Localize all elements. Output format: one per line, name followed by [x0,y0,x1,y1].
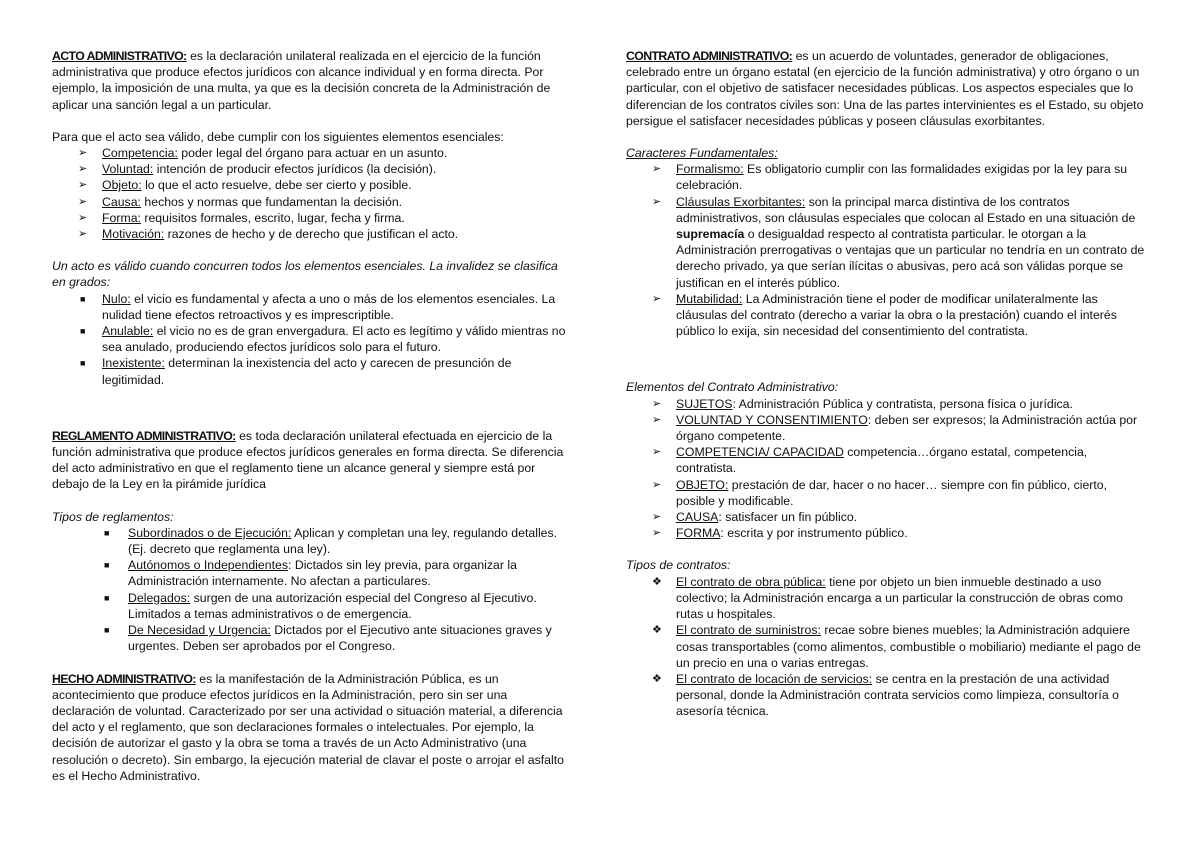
hecho-heading: HECHO ADMINISTRATIVO: [52,671,196,686]
acto-definition: es la declaración unilateral realizada en el ejercicio de la función administrativa que produce efectos jurídicos con alcance individual y en forma directa. Por ejemplo, la imposición de una multa, ya que es la decisión concreta de la Administración de aplicar una sanción legal a un particular. [52,49,551,112]
list-item [626,161,1148,193]
arrow-bullet-icon: ➢ [652,292,662,305]
left-column [52,48,572,784]
caracteres-intro: Caracteres Fundamentales: [626,146,778,161]
arrow-bullet-icon: ➢ [78,195,88,208]
diamond-bullet-icon: ❖ [652,672,662,685]
list-item-term: Formalismo: [676,162,744,177]
hecho-paragraph [52,671,572,784]
invalidity-grades-list [52,291,572,388]
list-item [52,145,572,161]
arrow-bullet-icon: ➢ [78,228,88,241]
list-item-text: : Administración Pública y contratista, persona física o jurídica. [732,396,1073,411]
list-item [626,291,1148,340]
list-item-term: Objeto: [102,178,142,193]
list-item-term: SUJETOS [676,396,733,411]
list-item-text: Aplican y completan una ley, regulando detalles. (Ej. decreto que reglamenta una ley). [128,525,558,557]
list-item [626,509,1148,525]
list-item [52,291,572,323]
list-item-text: hechos y normas que fundamentan la decisión. [140,194,403,209]
arrow-bullet-icon: ➢ [652,397,662,410]
right-column [626,48,1148,720]
list-item-text: el vicio no es de gran envergadura. El acto es legítimo y válido mientras no sea anulado, produciendo efectos jurídicos solo para el futuro. [102,324,566,355]
list-item-text: Es obligatorio cumplir con las formalidades exigidas por la ley para su celebración. [676,162,1128,193]
list-item-text: Dictados por el Ejecutivo ante situaciones graves y urgentes. Deben ser aprobados por el Congreso. [128,623,552,654]
list-item-text: : escrita y por instrumento público. [720,526,908,541]
reglamento-definition: es toda declaración unilateral efectuada en ejercicio de la función administrativa que produce efectos jurídicos generales en forma directa. Se diferencia del acto administrativo en que el reglamento tiene un alcance general y siempre está por debajo de la Ley en la pirámide jurídica [52,428,564,492]
arrow-bullet-icon: ➢ [78,211,88,224]
list-item-text: La Administración tiene el poder de modificar unilateralmente las cláusulas del contrato (derecho a variar la obra o la prestación) cuando el interés público lo exija, sin necesidad del consentimiento del contratista. [676,291,1117,339]
list-item [52,226,572,242]
list-item-text: competencia…órgano estatal, competencia, contratista. [676,445,1088,476]
square-bullet-icon: ■ [104,527,110,538]
square-bullet-icon: ■ [80,358,86,369]
list-item-term: Motivación: [102,227,165,242]
list-item-term: Nulo: [102,291,131,306]
reglamento-heading: REGLAMENTO ADMINISTRATIVO: [52,428,236,443]
list-item [626,574,1148,623]
list-item-term: Inexistente: [102,356,165,371]
reglamento-types-list [52,525,572,655]
square-bullet-icon: ■ [80,293,86,304]
elementos-intro: Elementos del Contrato Administrativo: [626,380,839,395]
list-item-text: son la principal marca distintiva de los contratos administrativos, son cláusulas especiales que colocan al Estado en una situación de [676,194,1136,225]
list-item [52,355,572,387]
list-item-text: razones de hecho y de derecho que justifican el acto. [164,227,459,242]
reglamento-paragraph [52,428,572,493]
list-item [626,525,1148,541]
list-item [52,194,572,210]
reglamento-types-intro: Tipos de reglamentos: [52,509,174,524]
arrow-bullet-icon: ➢ [78,147,88,160]
arrow-bullet-icon: ➢ [652,163,662,176]
arrow-bullet-icon: ➢ [78,179,88,192]
arrow-bullet-icon: ➢ [652,446,662,459]
list-item [626,622,1148,671]
square-bullet-icon: ■ [104,560,110,571]
list-item-text-continued: o desigualdad respecto al contratista particular. le otorgan a la Administración prerrogativas o ventajas que un particular no tendría en un contrato de derecho privado, ya que serían ilícitas o abusivas, pero acá son válidas porque se justifican en el interés público. [676,227,1145,290]
list-item-text: se centra en la prestación de una actividad personal, donde la Administración contrata servicios como limpieza, consultoría o asesoría técnica. [676,671,1119,719]
list-item-text: : satisfacer un fin público. [718,510,858,525]
list-item-text: recae sobre bienes muebles; la Administración adquiere cosas transportables (como alimentos, combustible o mobiliario) mediante el pago de un precio en una o varias entregas. [676,623,1141,670]
elementos-list [626,396,1148,542]
list-item-text: surgen de una autorización especial del Congreso al Ejecutivo. Limitados a temas administrativos o de emergencia. [128,590,537,621]
list-item-term: Voluntad: [102,162,154,177]
list-item-text: poder legal del órgano para actuar en un asunto. [177,146,448,161]
list-item-text: prestación de dar, hacer o no hacer… siempre con fin público, cierto, posible y modificable. [676,477,1108,508]
list-item [626,412,1148,444]
list-item [626,444,1148,476]
list-item-text: lo que el acto resuelve, debe ser cierto y posible. [141,178,412,193]
arrow-bullet-icon: ➢ [652,478,662,491]
list-item-text: : deben ser expresos; la Administración actúa por órgano competente. [676,412,1138,444]
hecho-definition: es la manifestación de la Administración Pública, es un acontecimiento que produce efectos jurídicos en la Administración, pero sin ser una declaración de voluntad. Caracterizado por ser una actividad o situación material, a diferencia del acto y el reglamento, que son declaraciones formales o intelectuales. Por ejemplo, la decisión de autorizar el gasto y la obra se toma a través de un Acto Administrativo (una resolución o decreto). Sin embargo, la ejecución material de clavar el poste o arrojar el asfalto es el Hecho Administrativo. [52,671,564,783]
tipos-intro: Tipos de contratos: [626,558,731,573]
list-item-text: determinan la inexistencia del acto y carecen de presunción de legitimidad. [102,356,512,387]
list-item-term: COMPETENCIA/ CAPACIDAD [676,445,844,460]
list-item-text: intención de producir efectos jurídicos (la decisión). [153,162,437,177]
list-item-term: Autónomos o Independientes [128,558,288,573]
list-item-term: VOLUNTAD Y CONSENTIMIENTO [676,412,868,427]
square-bullet-icon: ■ [104,625,110,636]
list-item-term: Forma: [102,210,141,225]
arrow-bullet-icon: ➢ [652,527,662,540]
tipos-list [626,574,1148,720]
diamond-bullet-icon: ❖ [652,624,662,637]
diamond-bullet-icon: ❖ [652,575,662,588]
list-item-term: FORMA [676,526,721,541]
list-item [52,622,572,654]
contrato-definition: es un acuerdo de voluntades, generador de obligaciones, celebrado entre un órgano estatal (en ejercicio de la función administrativa) y otro órgano o un particular, con el objetivo de satisfacer necesidades públicas. Los aspectos especiales que lo diferencian de los contratos civiles son: Una de las partes intervinientes es el Estado, su objeto persigue el satisfacer necesidades públicas y poseen cláusulas exorbitantes. [626,49,1144,128]
arrow-bullet-icon: ➢ [78,163,88,176]
list-item [626,396,1148,412]
square-bullet-icon: ■ [80,326,86,337]
list-item-term: De Necesidad y Urgencia: [128,623,271,638]
list-item-text: el vicio es fundamental y afecta a uno o más de los elementos esenciales. La nulidad tiene efectos retroactivos y es imprescriptible. [102,291,556,322]
list-item-term: Causa: [102,194,141,209]
arrow-bullet-icon: ➢ [652,511,662,524]
list-item [626,194,1148,291]
contrato-heading: CONTRATO ADMINISTRATIVO: [626,49,793,63]
arrow-bullet-icon: ➢ [652,195,662,208]
list-item-emphasis: supremacía [676,227,745,242]
list-item-term: Competencia: [102,146,178,161]
acto-paragraph [52,48,572,113]
list-item-text: tiene por objeto un bien inmueble destinado a uso colectivo; la Administración encarga a un particular la construcción de obras como rutas u hospitales. [676,574,1124,622]
list-item-text: requisitos formales, escrito, lugar, fecha y firma. [140,210,405,225]
list-item-term: Delegados: [128,590,191,605]
list-item [52,161,572,177]
list-item-term: Subordinados o de Ejecución: [128,525,292,540]
list-item [52,590,572,622]
square-bullet-icon: ■ [104,592,110,603]
validity-intro: Un acto es válido cuando concurren todos los elementos esenciales. La invalidez se clasifica en grados: [52,259,558,290]
acto-heading: ACTO ADMINISTRATIVO: [52,49,187,63]
list-item-term: El contrato de obra pública: [676,574,826,589]
list-item [626,477,1148,509]
list-item-term: El contrato de locación de servicios: [676,671,873,686]
list-item-term: El contrato de suministros: [676,623,821,638]
list-item-term: Anulable: [102,324,154,339]
list-item-term: OBJETO: [676,477,729,492]
caracteres-list [626,161,1148,339]
contrato-paragraph [626,48,1148,129]
list-item [52,210,572,226]
list-item-term: CAUSA [676,510,719,525]
arrow-bullet-icon: ➢ [652,413,662,426]
list-item [52,323,572,355]
list-item-term: Cláusulas Exorbitantes: [676,194,806,209]
list-item [52,177,572,193]
list-item [52,525,572,557]
acto-elements-intro: Para que el acto sea válido, debe cumplir con los siguientes elementos esenciales: [52,129,504,144]
list-item [626,671,1148,720]
acto-elements-list [52,145,572,242]
list-item-term: Mutabilidad: [676,291,743,306]
list-item-text: : Dictados sin ley previa, para organizar la Administración internamente. No afectan a particulares. [128,558,517,589]
list-item [52,557,572,589]
